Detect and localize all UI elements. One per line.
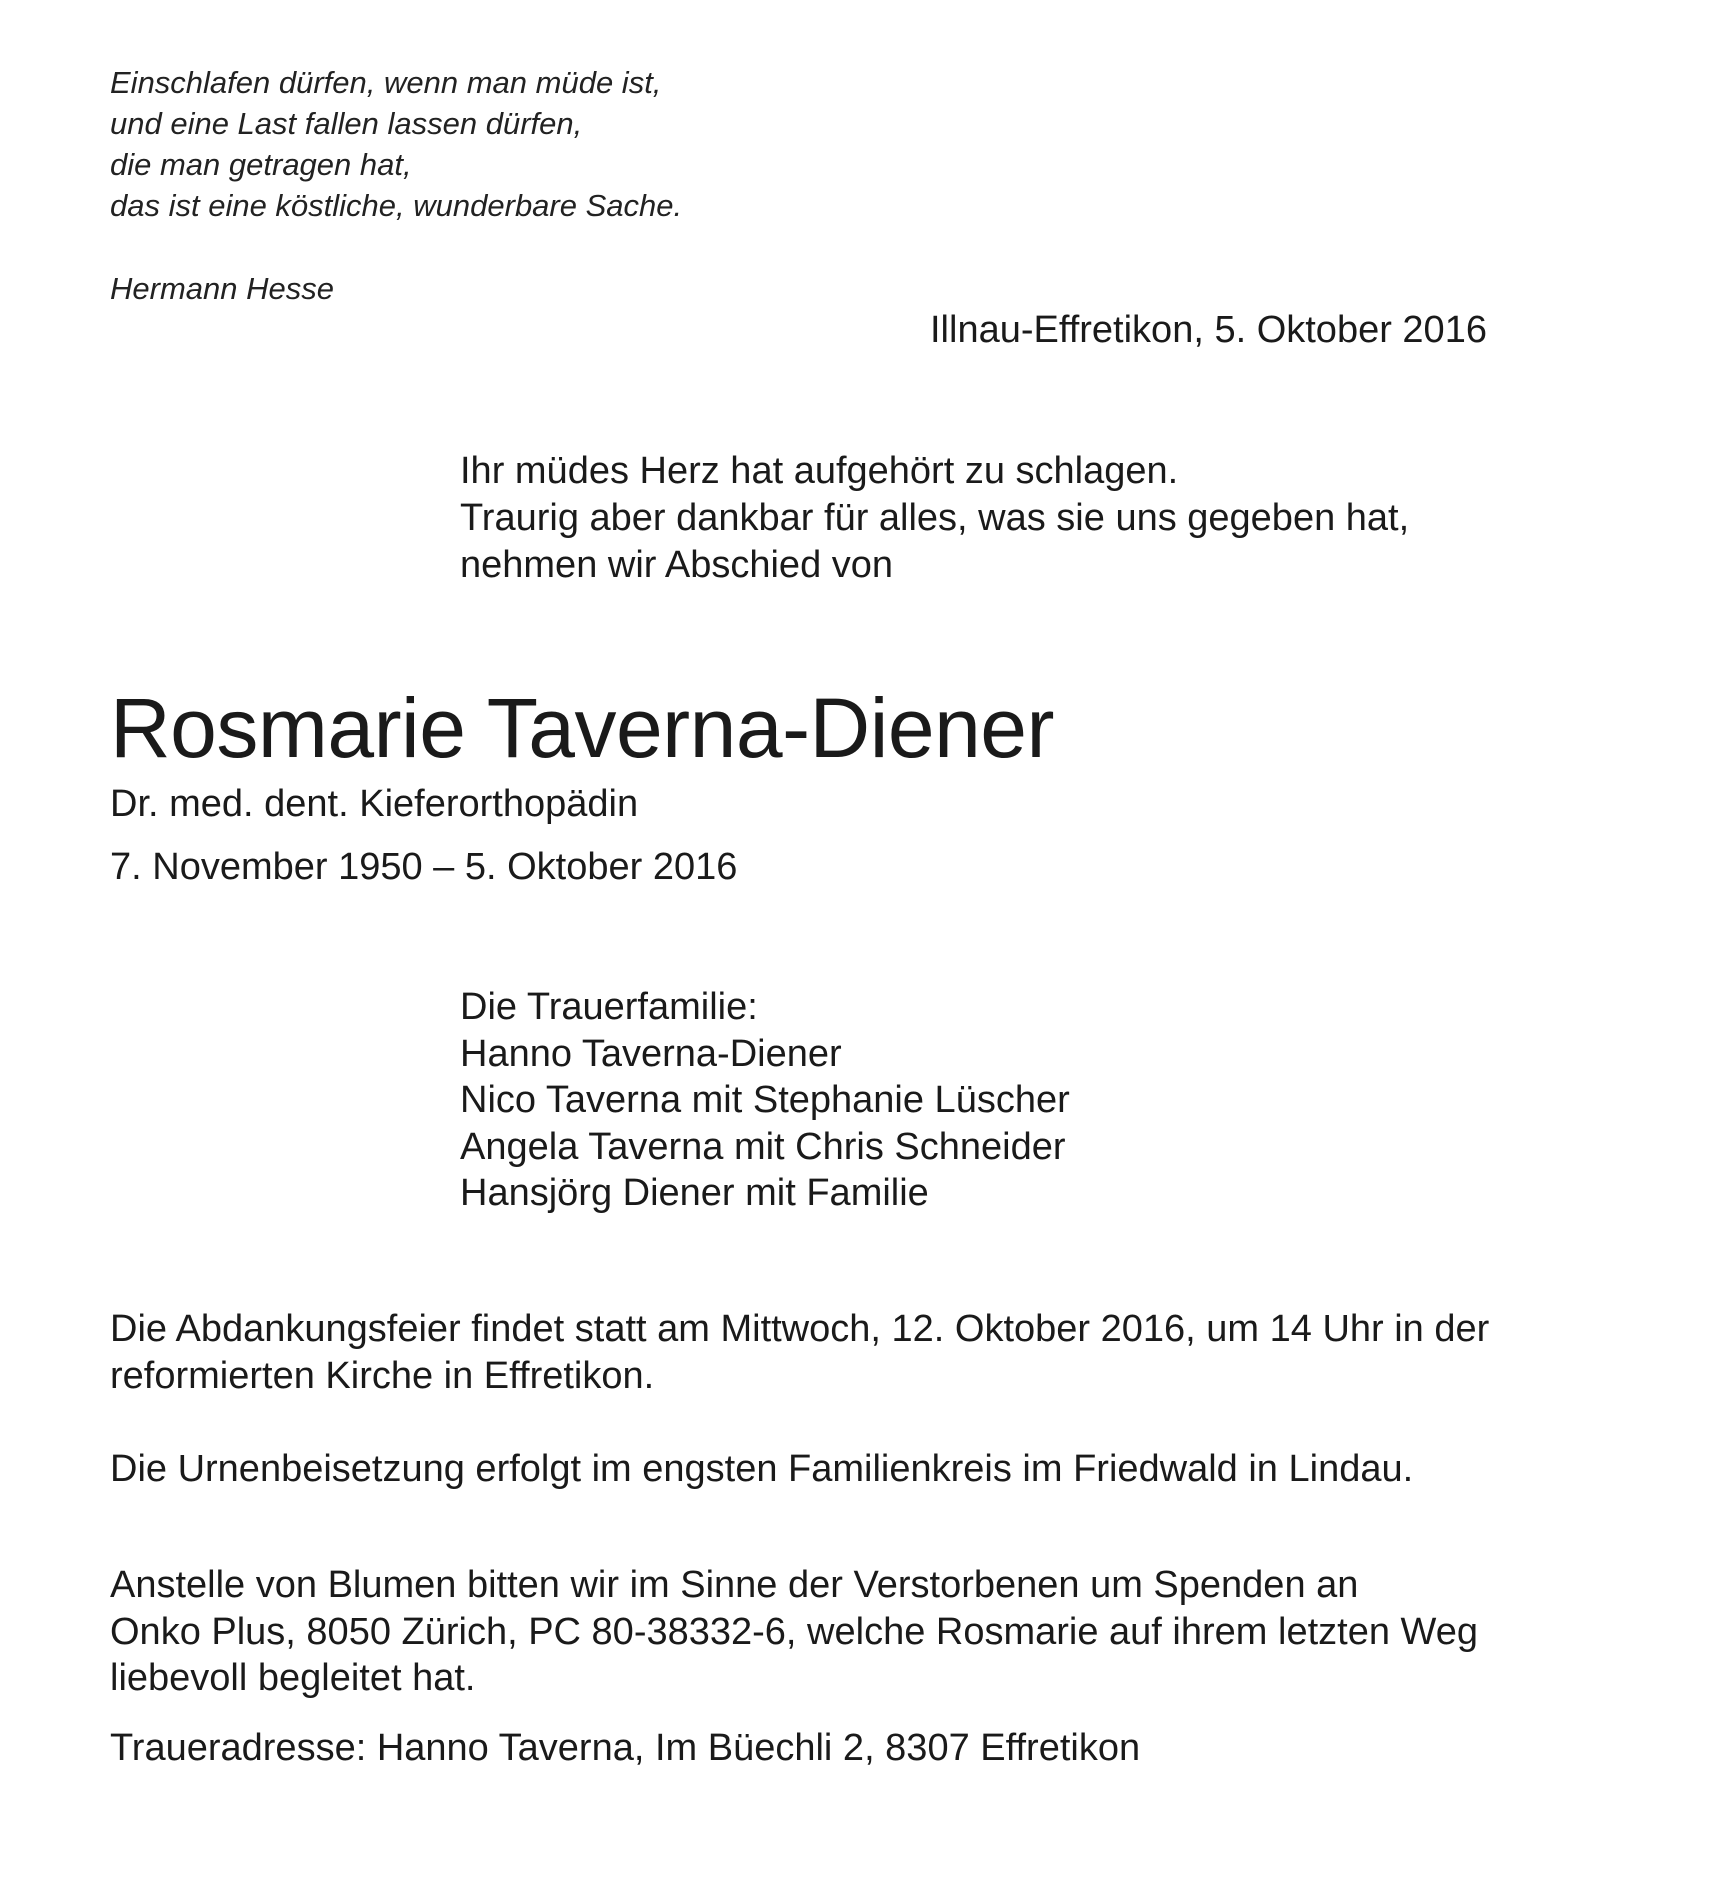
poem-author: Hermann Hesse: [110, 271, 334, 306]
poem-line: das ist eine köstliche, wunderbare Sache.: [110, 188, 683, 223]
address-line: Traueradresse: Hanno Taverna, Im Büechli 2, 8307 Effretikon: [110, 1727, 1141, 1769]
place-and-date: Illnau-Effretikon, 5. Oktober 2016: [930, 309, 1487, 351]
family-member: Angela Taverna mit Chris Schneider: [460, 1125, 1066, 1168]
burial-line: Die Urnenbeisetzung erfolgt im engsten Familienkreis im Friedwald in Lindau.: [110, 1448, 1414, 1490]
life-dates: 7. November 1950 – 5. Oktober 2016: [110, 846, 738, 888]
intro-line: nehmen wir Abschied von: [460, 544, 894, 586]
mourning-family: [460, 984, 1070, 1217]
ceremony-line: reformierten Kirche in Effretikon.: [110, 1354, 655, 1397]
donation-info: [110, 1562, 1478, 1702]
poem-line: die man getragen hat,: [110, 147, 412, 182]
intro-line: Traurig aber dankbar für alles, was sie uns gegeben hat,: [460, 497, 1410, 539]
ceremony-info: [110, 1306, 1489, 1399]
family-member: Hansjörg Diener mit Familie: [460, 1172, 929, 1214]
intro-text: [460, 448, 1409, 589]
deceased-name: Rosmarie Taverna-Diener: [110, 681, 1054, 775]
donation-line: Anstelle von Blumen bitten wir im Sinne der Verstorbenen um Spenden an: [110, 1564, 1359, 1606]
poem-line: Einschlafen dürfen, wenn man müde ist,: [110, 65, 662, 100]
deceased-profession: Dr. med. dent. Kieferorthopädin: [110, 783, 639, 825]
donation-line: Onko Plus, 8050 Zürich, PC 80-38332-6, welche Rosmarie auf ihrem letzten Weg: [110, 1610, 1478, 1653]
ceremony-line: Die Abdankungsfeier findet statt am Mittwoch, 12. Oktober 2016, um 14 Uhr in der: [110, 1308, 1490, 1350]
family-member: Hanno Taverna-Diener: [460, 1032, 842, 1075]
poem-line: und eine Last fallen lassen dürfen,: [110, 106, 583, 141]
poem-quote: [110, 62, 682, 226]
intro-line: Ihr müdes Herz hat aufgehört zu schlagen.: [460, 450, 1179, 492]
family-member: Nico Taverna mit Stephanie Lüscher: [460, 1079, 1070, 1121]
burial-info: [110, 1446, 1413, 1493]
family-heading: Die Trauerfamilie:: [460, 986, 758, 1028]
mourning-address: [110, 1725, 1140, 1772]
donation-line: liebevoll begleitet hat.: [110, 1657, 476, 1699]
